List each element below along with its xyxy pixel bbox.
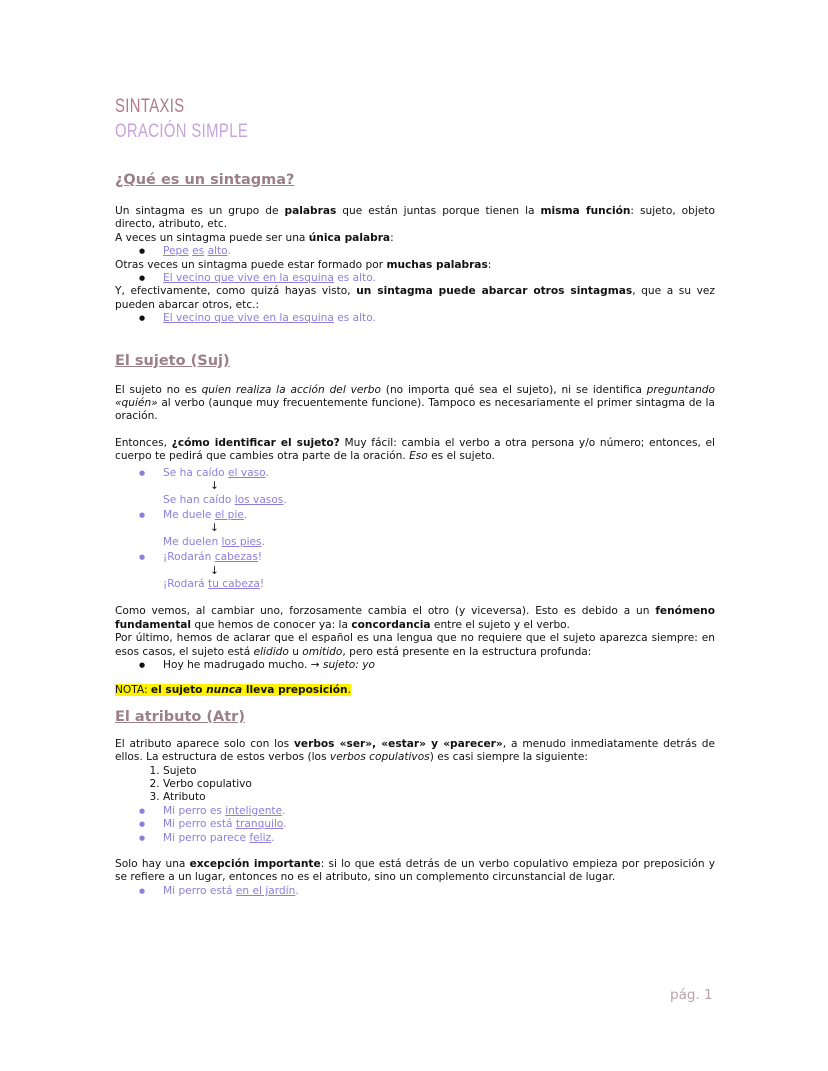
list-item: ● Pepe es alto. [163, 245, 715, 258]
example-list [115, 245, 715, 258]
paragraph: Por último, hemos de aclarar que el español es una lengua que no requiere que el sujeto aparezca siempre: en esos casos, el sujeto está elidido u omitido, pero está presente en la estructura profunda: [115, 632, 715, 658]
note: NOTA: el sujeto nunca lleva preposición. [115, 684, 351, 697]
list-item: ● ¡Rodarán cabezas! [163, 551, 715, 564]
list-item: ● Hoy he madrugado mucho. → sujeto: yo [163, 659, 715, 672]
example-list [115, 805, 715, 845]
paragraph: Y, efectivamente, como quizá hayas visto, un sintagma puede abarcar otros sintagmas, que a su vez pueden abarcar otros, etc.: [115, 285, 715, 311]
page-number: pág. 1 [670, 987, 713, 1003]
list-item: ● Me duele el pie. [163, 509, 715, 522]
example-list [115, 272, 715, 285]
doc-subtitle: ORACIÓN SIMPLE [115, 121, 249, 142]
example-line: ¡Rodará tu cabeza! [163, 577, 265, 590]
list-item: ● El vecino que vive en la esquina es alto. [163, 272, 715, 285]
paragraph: Como vemos, al cambiar uno, forzosamente cambia el otro (y viceversa). Esto es debido a un fenómeno fundamental que hemos de conocer ya: la concordancia entre el sujeto y el verbo. [115, 605, 715, 631]
example-list [115, 551, 715, 564]
list-item: ● Mi perro es inteligente. [163, 805, 715, 818]
list-item: 3. Atributo [163, 791, 715, 804]
paragraph: Un sintagma es un grupo de palabras que están juntas porque tienen la misma función: sujeto, objeto directo, atributo, etc. [115, 205, 715, 231]
list-item: ● Se ha caído el vaso. [163, 467, 715, 480]
example-list [115, 467, 715, 480]
list-item: ● Mi perro está en el jardín. [163, 885, 715, 898]
list-item: ● Mi perro parece feliz. [163, 832, 715, 845]
list-item: 2. Verbo copulativo [163, 778, 715, 791]
example-line: Me duelen los pies. [163, 535, 265, 548]
doc-title: SINTAXIS [115, 96, 185, 117]
arrow-down: ↓ [210, 522, 219, 535]
paragraph: A veces un sintagma puede ser una única palabra: [115, 231, 394, 244]
example-list [115, 312, 715, 325]
paragraph: Solo hay una excepción importante: si lo que está detrás de un verbo copulativo empieza por preposición y se refiere a un lugar, entonces no es el atributo, sino un complemento circunstancial de lugar. [115, 858, 715, 884]
document-page [115, 96, 715, 898]
example-list [115, 885, 715, 898]
list-item: 1. Sujeto [163, 765, 715, 778]
arrow-down: ↓ [210, 480, 219, 493]
ordered-list [115, 765, 715, 805]
section-heading-sujeto: El sujeto (Suj) [115, 352, 230, 369]
example-list [115, 509, 715, 522]
section-heading-sintagma: ¿Qué es un sintagma? [115, 172, 295, 188]
example-list [115, 659, 715, 672]
list-item: ● Mi perro está tranquilo. [163, 818, 715, 831]
paragraph: Entonces, ¿cómo identificar el sujeto? Muy fácil: cambia el verbo a otra persona y/o número; entonces, el cuerpo te pedirá que cambies otra parte de la oración. Eso es el sujeto. [115, 436, 715, 463]
example-line: Se han caído los vasos. [163, 493, 287, 506]
paragraph: El atributo aparece solo con los verbos «ser», «estar» y «parecer», a menudo inmediatamente detrás de ellos. La estructura de estos verbos (los verbos copulativos) es casi siempre la siguiente: [115, 737, 715, 764]
paragraph: El sujeto no es quien realiza la acción del verbo (no importa qué sea el sujeto), ni se identifica preguntando «quién» al verbo (aunque muy frecuentemente funcione). Tampoco es necesariamente el primer sintagma de la oración. [115, 383, 715, 423]
section-heading-atributo: El atributo (Atr) [115, 708, 245, 725]
paragraph: Otras veces un sintagma puede estar formado por muchas palabras: [115, 258, 492, 271]
list-item: ● El vecino que vive en la esquina es alto. [163, 312, 715, 325]
arrow-down: ↓ [210, 564, 219, 577]
